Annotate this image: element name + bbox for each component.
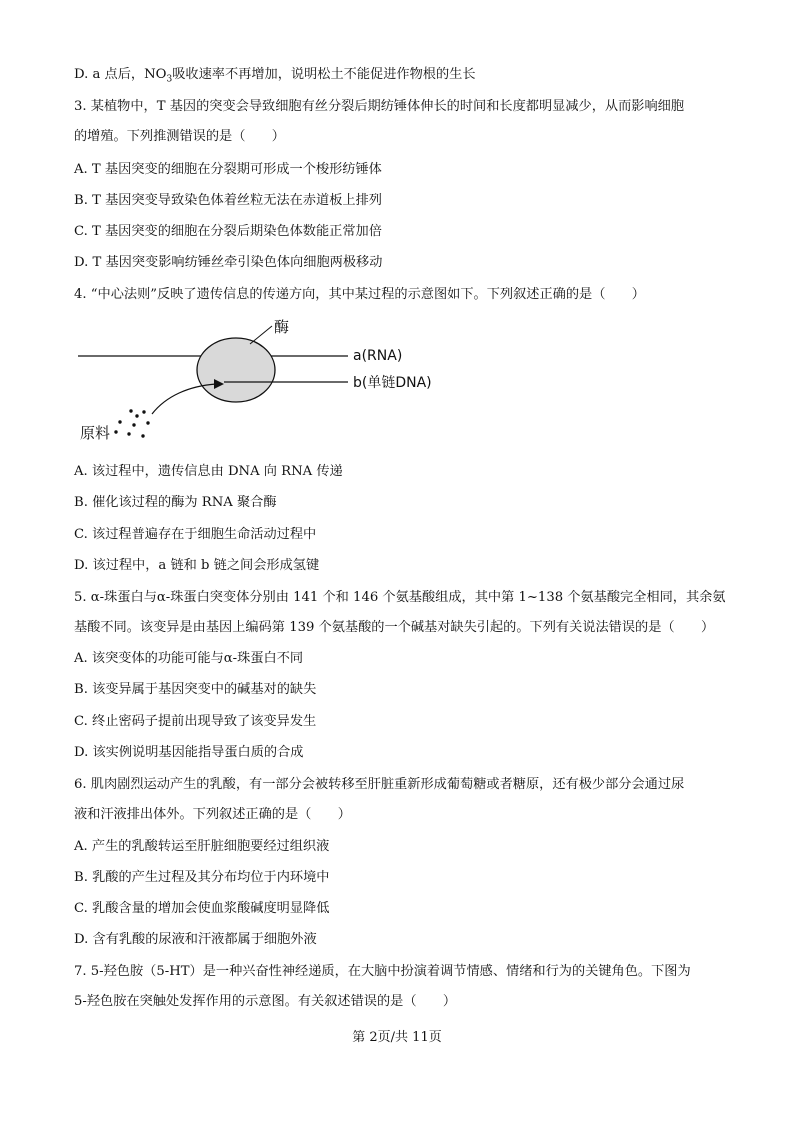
strand-a-label: a(RNA): [353, 348, 403, 364]
question-3-stem-cont: 的增殖。下列推测错误的是（ ）: [74, 129, 285, 144]
question-6-stem-cont: 液和汗液排出体外。下列叙述正确的是（ ）: [74, 807, 351, 822]
option-d-line: [74, 66, 722, 89]
question-3-option-c: C. T 基因突变的细胞在分裂后期染色体数能正常加倍: [74, 224, 382, 239]
question-5-option-a: A. 该突变体的功能可能与α-珠蛋白不同: [74, 651, 304, 666]
question-5-option-c: C. 终止密码子提前出现导致了该变异发生: [74, 714, 317, 729]
option-text: D. a 点后，NO: [74, 67, 167, 82]
enzyme-label: 酶: [274, 318, 290, 336]
page-footer: 第 2页/共 11页: [352, 1030, 442, 1045]
question-7-stem: 7. 5-羟色胺（5-HT）是一种兴奋性神经递质，在大脑中扮演着调节情感、情绪和行为的关键角色。下图为: [74, 964, 691, 979]
question-5-option-d: D. 该实例说明基因能指导蛋白质的合成: [74, 745, 304, 760]
question-4-option-c: C. 该过程普遍存在于细胞生命活动过程中: [74, 527, 317, 542]
question-6-option-b: B. 乳酸的产生过程及其分布均位于内环境中: [74, 870, 330, 885]
question-4-option-a: A. 该过程中，遗传信息由 DNA 向 RNA 传递: [74, 464, 343, 479]
raw-material-dots: [114, 409, 149, 437]
question-5-stem-cont: 基酸不同。该变异是由基因上编码第 139 个氨基酸的一个碱基对缺失引起的。下列有关说法错误的是（ ）: [74, 620, 715, 635]
question-5-stem: 5. α-珠蛋白与α-珠蛋白突变体分别由 141 个和 146 个氨基酸组成，其中第 1~138 个氨基酸完全相同，其余氨: [74, 590, 726, 605]
enzyme-pointer-line: [250, 326, 272, 344]
question-3-option-a: A. T 基因突变的细胞在分裂期可形成一个梭形纺锤体: [74, 162, 382, 177]
question-4-option-d: D. 该过程中，a 链和 b 链之间会形成氢键: [74, 558, 320, 573]
strand-b-label: b(单链DNA): [353, 375, 432, 391]
question-7-stem-cont: 5-羟色胺在突触处发挥作用的示意图。有关叙述错误的是（ ）: [74, 994, 457, 1009]
question-3-stem: 3. 某植物中，T 基因的突变会导致细胞有丝分裂后期纺锤体伸长的时间和长度都明显减少，从而影响细胞: [74, 99, 685, 114]
question-4-option-b: B. 催化该过程的酶为 RNA 聚合酶: [74, 495, 277, 510]
option-text-rest: 吸收速率不再增加，说明松土不能促进作物根的生长: [172, 67, 476, 82]
raw-material-label: 原料: [80, 424, 111, 442]
transcription-diagram: [74, 312, 454, 452]
enzyme-ellipse: [197, 338, 275, 402]
question-5-option-b: B. 该变异属于基因突变中的碱基对的缺失: [74, 682, 317, 697]
question-6-option-a: A. 产生的乳酸转运至肝脏细胞要经过组织液: [74, 839, 330, 854]
question-4-stem: 4. “中心法则”反映了遗传信息的传递方向，其中某过程的示意图如下。下列叙述正确的是（ ）: [74, 287, 645, 302]
subscript: 3: [166, 74, 173, 85]
question-3-option-b: B. T 基因突变导致染色体着丝粒无法在赤道板上排列: [74, 193, 382, 208]
question-6-stem: 6. 肌肉剧烈运动产生的乳酸，有一部分会被转移至肝脏重新形成葡萄糖或者糖原，还有极少部分会通过尿: [74, 777, 685, 792]
question-3-option-d: D. T 基因突变影响纺锤丝牵引染色体向细胞两极移动: [74, 255, 383, 270]
question-6-option-d: D. 含有乳酸的尿液和汗液都属于细胞外液: [74, 932, 317, 947]
question-6-option-c: C. 乳酸含量的增加会使血浆酸碱度明显降低: [74, 901, 330, 916]
